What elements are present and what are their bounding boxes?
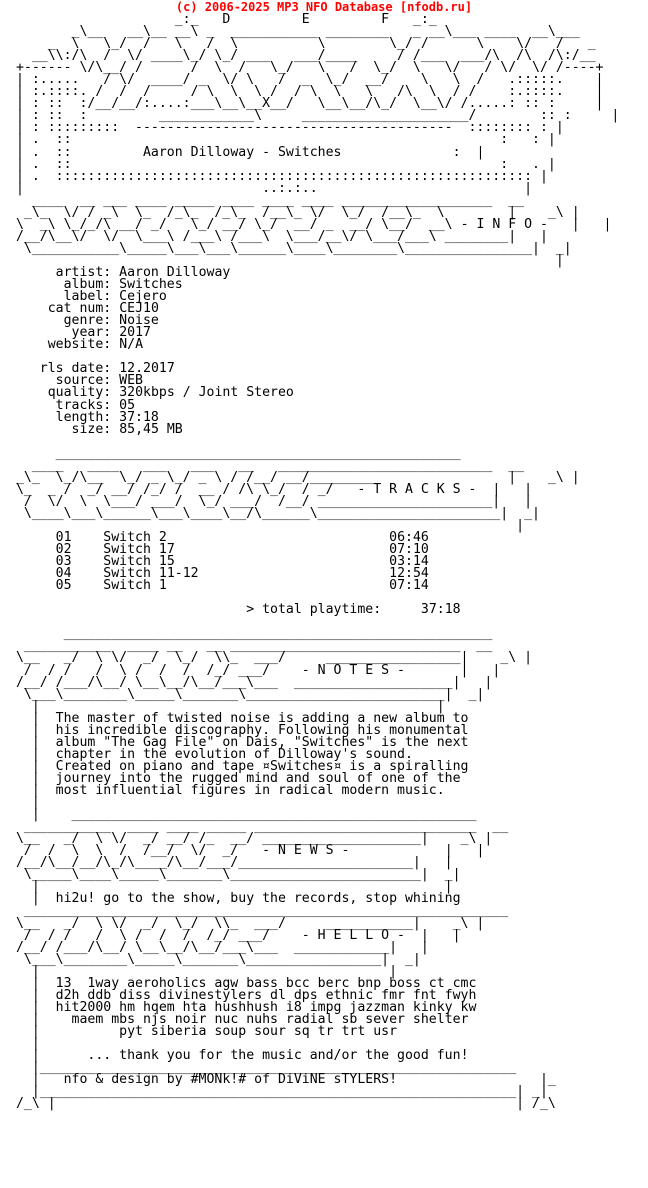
info-value-source: WEB	[119, 373, 143, 389]
notes-line: Created on piano and tape ¤Switches¤ is a spiralling	[55, 758, 469, 774]
hello-section-label: - H E L L O -	[301, 927, 405, 943]
greetings-line: pyt siberia soup sour sq tr trt usr	[119, 1023, 398, 1039]
nfo-art	[8, 14, 619, 1110]
track-num: 01	[55, 530, 72, 546]
info-value-year: 2017	[119, 325, 151, 341]
info-label-0: artist:	[55, 264, 112, 280]
notes-line: chapter in the evolution of Dilloway's sound.	[55, 746, 413, 762]
info-label-6: website:	[47, 337, 112, 353]
track-title: Switch 17	[103, 542, 175, 558]
info-value-tracks: 05	[119, 397, 136, 413]
info-value-label: Cejero	[119, 289, 167, 305]
notes-line: journey into the rugged mind and soul of one of the	[55, 770, 461, 786]
info-label-2: label:	[63, 289, 112, 305]
info-value-album: Switches	[119, 277, 183, 293]
info-label-4: genre:	[63, 313, 112, 329]
credit-line: nfo & design by #MONk!# of DiViNE sTYLERS!	[63, 1072, 398, 1088]
track-title: Switch 2	[103, 530, 167, 546]
news-section-label: - N E W S -	[262, 843, 350, 859]
track-num: 05	[55, 578, 72, 594]
thanks-line: ... thank you for the music and/or the good fun!	[87, 1048, 469, 1064]
track-num: 02	[55, 542, 72, 558]
greetings-line: maem mbs njs noir nuc nuhs radial sb sever shelter	[71, 1011, 469, 1027]
track-title: Switch 1	[103, 578, 167, 594]
track-num: 04	[55, 566, 72, 582]
info-label-9: quality:	[47, 385, 112, 401]
notes-section: ___________ ____ __ __ _____________________________ __ \__ _/ \ \/ _/ \_/ \\_ ___/ _________________| _\ | / / / / \ / / / /_/ ___/ - N O T E S - | | /__/ /___/\__/ \__\__/\__/___\___ ____________________| | \___\________\_____\_______\_________________________| _| | | | The master of twisted noise is adding a new album to | his incredible discography. Following his monumental | album "The Gag File" on Dais, "Switches" is the next | chapter in the evolution of Dilloway's sound. | Created on piano and tape ¤Switches¤ is a spiralling | journey into the rugged mind and soul of one of the | most influential figures in radical modern music. | | ___________________________________________________	[15, 638, 533, 823]
hello-section: _____________________________________________________________ \__ _/ \ \/ _/ \_/ \\_ ___/ ___________| _\ | / / / / \ / / / /_/ ___/ - H E L L O - | | /__/ /___/\__/ \__\__/\__/___\___ ____________| | \___\________\_____\_______\_________________| _| | | | 13 1way aeroholics agw bass bcc berc bnp boss ct cmc | d2h ddb diss divinestylers dl dps ethnic fmr fnt fwyh | hit2000 hm hqem hta hushhush i8 impg jazzman kinky kw | maem mbs njs noir nuc nuhs radial sb sever shelter | pyt siberia soup sour sq tr trt usr | | ... thank you for the music and/or the good fun! |____________________________________________________________ | nfo & design by #MONk!# of DiViNE sTYLERS! |_ |____________________________________________________________| _| /_\ | | /_\	[15, 903, 556, 1112]
notes-section-label: - N O T E S -	[301, 662, 405, 678]
info-label-7: rls date:	[39, 361, 112, 377]
total-playtime-label: > total playtime:	[246, 602, 382, 618]
track-num: 03	[55, 554, 72, 570]
news-section: ___________ ____ ____ _____ ____________________________ __ \__ _/ \ \/ _/ __/ /_ __/ ____________________| _\ | / / \ \ / /__/ \/ _/ - N E W S - | | /__/\__/__/\_/\____/\__/___/______________________| | \_____\____\_____\_______\________________________| _| | | | hi2u! go to the show, buy the records, stop whining	[15, 819, 509, 907]
info-label-3: cat num:	[47, 301, 112, 317]
top-logo-art: _:_ D E F _:_ _\__ __\__ __\ _ ___________ ________ _ __\___ ____ __\___ _ \ \_/ / \ / \ \ \_/ / \ \/ / _ __\\:/\ / \/ ____\_/ \_/ ___ ___/____ / /___ ___/\ /\ /\:/__ +------ \/\__/ / / \ / \_/ \ / \_/ \ \/ / \/ \/ /----+ | :..... / \/ ____/ _ \/ \ / _ \_/ __/ \ \ / .:::::. | | :.::::. / / / / \ \ \ / / \ \ \ /\ \ / / :.::::. | | : :: :/__/__/:....:___\__\__X__/ \__\__/\_/ \__\/ /.....: :: : | | : :: : ____________\ _____________________/ :: : | | : ::::::::: ---------------------------------------- :::::::: : | | . :: : : | | . :: Aaron Dilloway - Switches : | | . :: : . | | . :::::::::::::::::::::::::::::::::::::::::::::::::::::::::::: | | ..:.:.. |	[8, 12, 620, 196]
notes-line: The master of twisted noise is adding a new album to	[55, 710, 469, 726]
news-text: hi2u! go to the show, buy the records, stop whining	[55, 891, 461, 907]
info-value-size: 85,45 MB	[119, 421, 183, 437]
notes-line: his incredible discography. Following his monumental	[55, 722, 469, 738]
track-title: Switch 11-12	[103, 566, 199, 582]
notes-line: most influential figures in radical modern music.	[55, 783, 445, 798]
track-time: 06:46	[389, 530, 429, 546]
greetings-line: hit2000 hm hqem hta hushhush i8 impg jazzman kinky kw	[55, 999, 477, 1015]
info-label-8: source:	[55, 373, 112, 389]
tracks-section-label: - T R A C K S -	[357, 481, 477, 497]
info-value-artist: Aaron Dilloway	[119, 264, 231, 280]
info-value-quality: 320kbps / Joint Stereo	[119, 385, 294, 401]
info-value-rlsdate: 12.2017	[119, 361, 175, 377]
info-label-10: tracks:	[55, 397, 112, 413]
info-label-11: length:	[55, 409, 112, 425]
info-value-length: 37:18	[119, 409, 159, 425]
info-value-catnum: CEJ10	[119, 301, 159, 317]
track-time: 12:54	[389, 566, 429, 582]
info-value-genre: Noise	[119, 313, 159, 329]
info-section: ____ __ ___ ____ _____ ____ ____ ____ ___________________ __ _\_ \/ / _\ \_ /_\_ /_\_ /__\_ \/ \_/ /__\_ \ | _\ | \ _\ \_/_/\ __/ _/ \_/ __/ \_/ __/ _ __/ \__/ __\ - I N F O - | | /__/\__\/ \/ \___\ /___\ /___\ \___/__\/ \___/___\ ________| | \___________\_____\___\___\______\____\________\________________| _| | artist: Aaron Dilloway album: Switches label: Cejero cat num: CEJ10 genre: Noise year: 2017 website: N/A rls date: 12.2017 source: WEB quality: 320kbps / Joint Stereo tracks: 05 length: 37:18 size: 85,45 MB ___________________________________________________	[15, 192, 612, 461]
info-label-5: year:	[71, 325, 112, 341]
tracks-section: ____ ____ ___ ___ __ ___________________________ __ _\_ \_/\__ \_/ _ \_/ _ \ / /__/ __/________ | _\ | \_ _ / _/ __/ /_/ / __ / /\ \_/ / _/ - T R A C K S - | | / \/ \ \___/ ___/ \_/ ___/ /__/ ______________________| | \____\___\______\___\____\__/\______\_______________________| _| | 01 Switch 2 06:46 02 Switch 17 07:10 03 Switch 15 03:14 04 Switch 11-12 12:54 05 Switch 1 07:14 > total playtime: 37:18 ______________________________________________________	[15, 457, 580, 642]
info-value-website: N/A	[119, 337, 144, 353]
release-heading: Aaron Dilloway - Switches	[142, 144, 342, 160]
track-title: Switch 15	[103, 554, 175, 570]
greetings-line: 13 1way aeroholics agw bass bcc berc bnp boss ct cmc	[55, 975, 477, 991]
notes-line: album "The Gag File" on Dais, "Switches" is the next	[55, 734, 469, 750]
track-time: 07:14	[389, 578, 429, 594]
info-section-label: - I N F O -	[460, 216, 548, 232]
info-label-12: size:	[71, 421, 112, 437]
greetings-line: d2h ddb diss divinestylers dl dps ethnic fmr fnt fwyh	[55, 987, 477, 1003]
group-letters: D E F	[222, 12, 390, 27]
track-time: 07:10	[389, 542, 429, 558]
total-playtime-value: 37:18	[420, 602, 461, 618]
track-time: 03:14	[389, 554, 429, 570]
info-label-1: album:	[63, 277, 112, 293]
page-header-title: (c) 2006-2025 MP3 NFO Database [nfodb.ru]	[175, 0, 473, 14]
